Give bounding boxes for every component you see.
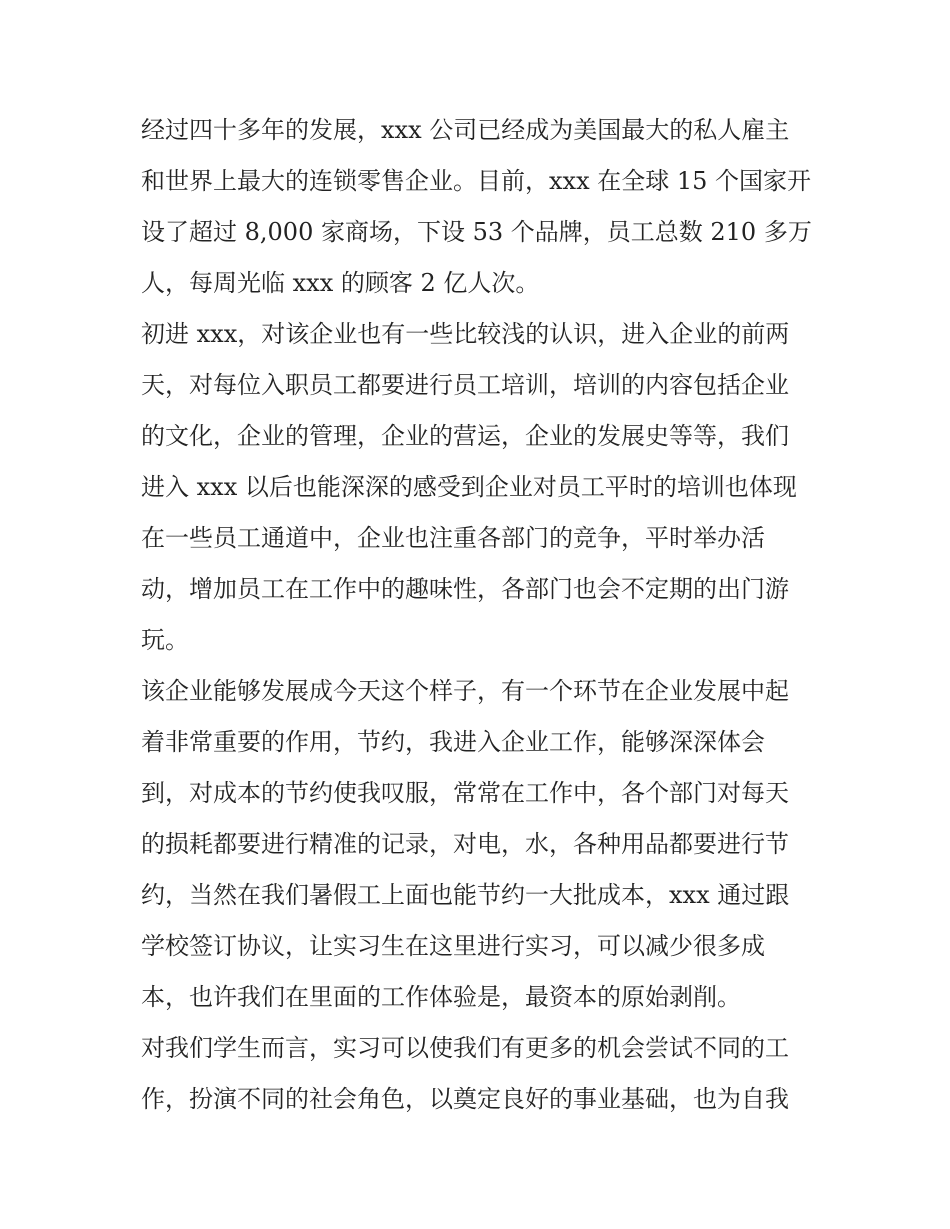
text-line: 的损耗都要进行精准的记录，对电，水，各种用品都要进行节 [141, 830, 789, 858]
text-line: 到，对成本的节约使我叹服，常常在工作中，各个部门对每天 [141, 779, 789, 807]
text-line: 初进 xxx，对该企业也有一些比较浅的认识，进入企业的前两 [141, 320, 790, 348]
paragraph-student-perspective [141, 1023, 813, 1125]
text-line: 着非常重要的作用，节约，我进入企业工作，能够深深体会 [141, 728, 765, 756]
text-line: 和世界上最大的连锁零售企业。目前，xxx 在全球 15 个国家开 [141, 167, 812, 195]
text-line: 玩。 [141, 626, 189, 654]
document-body [141, 105, 813, 1125]
text-line: 约，当然在我们暑假工上面也能节约一大批成本，xxx 通过跟 [141, 881, 790, 909]
text-line: 本，也许我们在里面的工作体验是，最资本的原始剥削。 [141, 983, 741, 1011]
text-line: 人，每周光临 xxx 的顾客 2 亿人次。 [141, 269, 540, 297]
text-line: 天，对每位入职员工都要进行员工培训，培训的内容包括企业 [141, 371, 789, 399]
paragraph-cost-saving [141, 666, 813, 1023]
text-line: 该企业能够发展成今天这个样子，有一个环节在企业发展中起 [141, 677, 789, 705]
text-line: 学校签订协议，让实习生在这里进行实习，可以减少很多成 [141, 932, 765, 960]
paragraph-first-impressions [141, 309, 813, 666]
text-line: 的文化，企业的管理，企业的营运，企业的发展史等等，我们 [141, 422, 789, 450]
text-line: 对我们学生而言，实习可以使我们有更多的机会尝试不同的工 [141, 1034, 789, 1062]
text-line: 作，扮演不同的社会角色，以奠定良好的事业基础，也为自我 [141, 1085, 789, 1113]
text-line: 设了超过 8,000 家商场，下设 53 个品牌，员工总数 210 多万 [141, 218, 812, 246]
text-line: 在一些员工通道中，企业也注重各部门的竞争，平时举办活 [141, 524, 765, 552]
text-line: 动，增加员工在工作中的趣味性，各部门也会不定期的出门游 [141, 575, 789, 603]
text-line: 经过四十多年的发展，xxx 公司已经成为美国最大的私人雇主 [141, 116, 790, 144]
paragraph-company-overview [141, 105, 813, 309]
text-line: 进入 xxx 以后也能深深的感受到企业对员工平时的培训也体现 [141, 473, 797, 501]
